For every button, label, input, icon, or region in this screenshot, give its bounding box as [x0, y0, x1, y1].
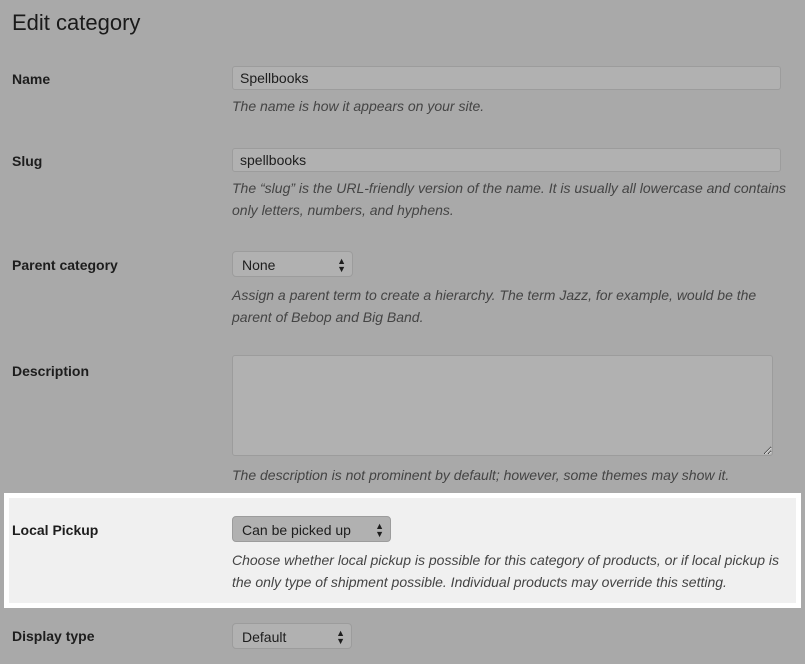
select-arrows-icon: ▲ ▼: [337, 256, 346, 274]
local-pickup-value: Can be picked up: [242, 522, 351, 538]
parent-category-label: Parent category: [12, 257, 118, 273]
local-pickup-help: Choose whether local pickup is possible for this category of products, or if local pickup is the only type of shipment possible. Individual products may override this setting.: [232, 552, 780, 590]
parent-category-help: Assign a parent term to create a hierarchy. The term Jazz, for example, would be the parent of Bebop and Big Band.: [232, 287, 757, 325]
slug-input[interactable]: spellbooks: [232, 148, 781, 172]
local-pickup-select[interactable]: [232, 516, 391, 542]
display-type-select[interactable]: [232, 623, 352, 649]
display-type-label: Display type: [12, 628, 95, 644]
slug-label: Slug: [12, 153, 43, 169]
local-pickup-label: Local Pickup: [12, 522, 99, 538]
page-title: Edit category: [12, 10, 141, 35]
display-type-value: Default: [242, 629, 287, 645]
select-arrows-icon: ▲ ▼: [336, 628, 345, 646]
parent-category-value: None: [242, 257, 276, 273]
slug-help: The “slug” is the URL-friendly version of the name. It is usually all lowercase and contains only letters, numbers, and hyphens.: [232, 180, 787, 218]
name-input[interactable]: Spellbooks: [232, 66, 781, 90]
description-textarea[interactable]: [232, 355, 773, 456]
parent-category-select[interactable]: [232, 251, 353, 277]
name-label: Name: [12, 71, 51, 87]
select-arrows-icon: ▲ ▼: [375, 521, 384, 539]
description-label: Description: [12, 363, 90, 379]
description-help: The description is not prominent by default; however, some themes may show it.: [232, 467, 730, 483]
name-help: The name is how it appears on your site.: [232, 98, 485, 114]
